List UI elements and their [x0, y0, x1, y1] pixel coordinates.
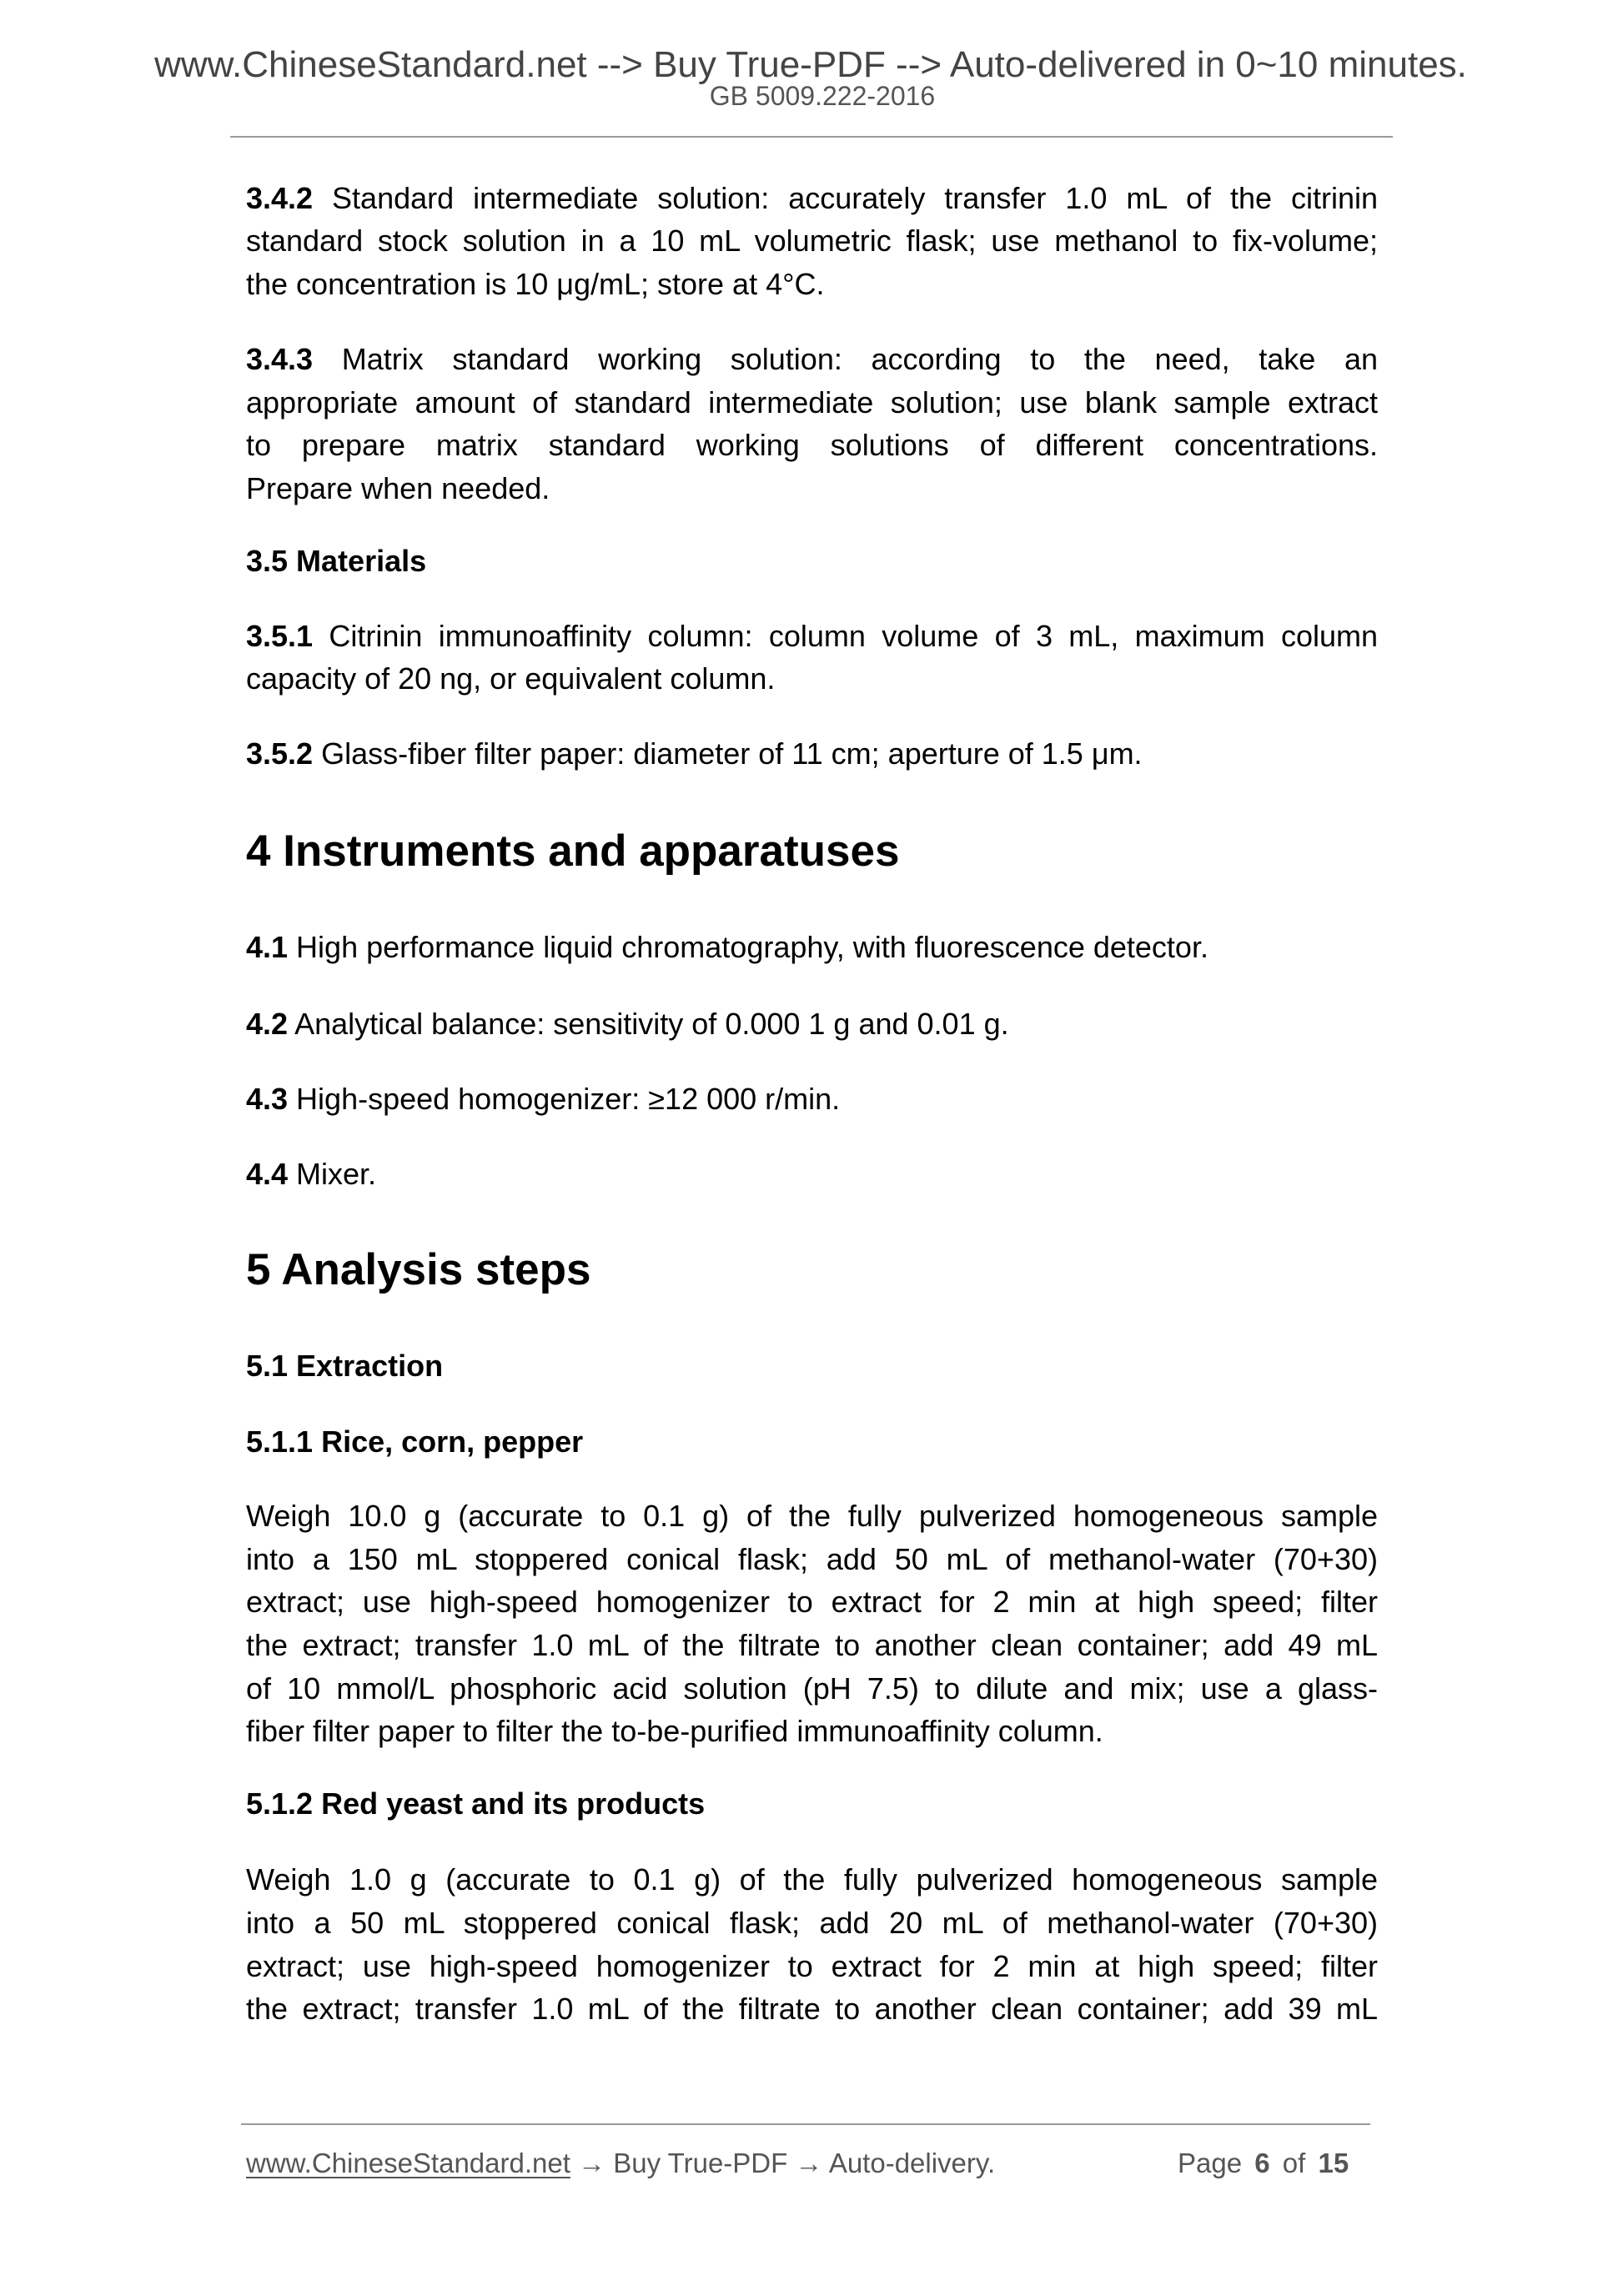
chapter-heading-5: 5 Analysis steps [246, 1245, 591, 1294]
footer-promo-text: → Buy True-PDF → Auto-delivery. [570, 2148, 996, 2178]
clause-4-3 [246, 1083, 1378, 1116]
clause-4-2 [246, 1007, 1378, 1041]
clause-number: 3.5.1 [246, 619, 314, 653]
page-total: 15 [1318, 2148, 1349, 2178]
footer-divider [241, 2123, 1370, 2125]
paragraph-5-1-2-line: extract; use high-speed homogenizer to extract for 2 min at high speed; filter [246, 1949, 1378, 1983]
header-divider [230, 136, 1393, 138]
clause-number: 3.4.2 [246, 181, 314, 215]
section-heading-5-1: 5.1 Extraction [246, 1349, 444, 1383]
paragraph-5-1-1-line: Weigh 10.0 g (accurate to 0.1 g) of the fully pulverized homogeneous sample [246, 1499, 1378, 1533]
clause-text: Matrix standard working solution: according to the need, take an [313, 342, 1378, 376]
clause-3-4-2-line: standard stock solution in a 10 mL volumetric flask; use methanol to fix-volume; [246, 224, 1378, 258]
clause-text: Glass-fiber filter paper: diameter of 11 cm; aperture of 1.5 μm. [313, 736, 1143, 771]
section-heading-3-5: 3.5 Materials [246, 544, 427, 578]
clause-text: Mixer. [288, 1157, 377, 1191]
section-heading-5-1-2: 5.1.2 Red yeast and its products [246, 1786, 706, 1821]
clause-3-4-3-line: to prepare matrix standard working solutions of different concentrations. [246, 428, 1378, 462]
clause-number: 4.4 [246, 1157, 289, 1191]
clause-text: High-speed homogenizer: ≥12 000 r/min. [288, 1082, 841, 1116]
paragraph-5-1-1-line: of 10 mmol/L phosphoric acid solution (pH 7.5) to dilute and mix; use a glass- [246, 1671, 1378, 1706]
paragraph-5-1-2-line: into a 50 mL stoppered conical flask; add 20 mL of methanol-water (70+30) [246, 1906, 1378, 1940]
clause-number: 3.5.2 [246, 736, 314, 771]
page-indicator [1178, 2147, 1349, 2180]
page-current: 6 [1254, 2148, 1270, 2178]
standard-id: GB 5009.222-2016 [709, 81, 936, 111]
footer-promo [246, 2147, 995, 2180]
clause-4-1 [246, 931, 1378, 964]
clause-number: 4.2 [246, 1007, 289, 1041]
clause-3-4-3-line [246, 343, 1378, 376]
clause-3-5-2-line [246, 737, 1378, 771]
chapter-heading-4: 4 Instruments and apparatuses [246, 826, 900, 876]
paragraph-5-1-1-line: into a 150 mL stoppered conical flask; add 50 mL of methanol-water (70+30) [246, 1542, 1378, 1576]
paragraph-5-1-1-line: fiber filter paper to filter the to-be-purified immunoaffinity column. [246, 1714, 1103, 1748]
clause-text: High performance liquid chromatography, with fluorescence detector. [288, 930, 1208, 964]
clause-text: Standard intermediate solution: accurately transfer 1.0 mL of the citrinin [313, 181, 1378, 215]
paragraph-5-1-2-line: the extract; transfer 1.0 mL of the filtrate to another clean container; add 39 mL [246, 1992, 1378, 2026]
clause-number: 4.3 [246, 1082, 289, 1116]
site-link[interactable]: www.ChineseStandard.net [246, 2148, 570, 2178]
clause-4-4 [246, 1158, 1378, 1191]
clause-text: Analytical balance: sensitivity of 0.000 1 g and 0.01 g. [288, 1007, 1009, 1041]
header-promo-banner: www.ChineseStandard.net --> Buy True-PDF --> Auto-delivered in 0~10 minutes. [154, 44, 1467, 85]
clause-number: 3.4.3 [246, 342, 314, 376]
section-heading-5-1-1: 5.1.1 Rice, corn, pepper [246, 1424, 584, 1459]
clause-text: Citrinin immunoaffinity column: column volume of 3 mL, maximum column [313, 619, 1378, 653]
clause-number: 4.1 [246, 930, 289, 964]
clause-3-4-2-line [246, 182, 1378, 215]
page-label: Page [1178, 2148, 1243, 2178]
page-of: of [1282, 2148, 1306, 2178]
paragraph-5-1-2-line: Weigh 1.0 g (accurate to 0.1 g) of the fully pulverized homogeneous sample [246, 1862, 1378, 1897]
clause-3-4-3-line: appropriate amount of standard intermediate solution; use blank sample extract [246, 385, 1378, 420]
clause-3-5-1-line [246, 620, 1378, 653]
clause-3-4-3-line: Prepare when needed. [246, 471, 550, 505]
paragraph-5-1-1-line: extract; use high-speed homogenizer to extract for 2 min at high speed; filter [246, 1585, 1378, 1619]
clause-3-4-2-line: the concentration is 10 μg/mL; store at 4°C. [246, 267, 825, 301]
clause-3-5-1-line: capacity of 20 ng, or equivalent column. [246, 661, 776, 696]
paragraph-5-1-1-line: the extract; transfer 1.0 mL of the filtrate to another clean container; add 49 mL [246, 1628, 1378, 1662]
